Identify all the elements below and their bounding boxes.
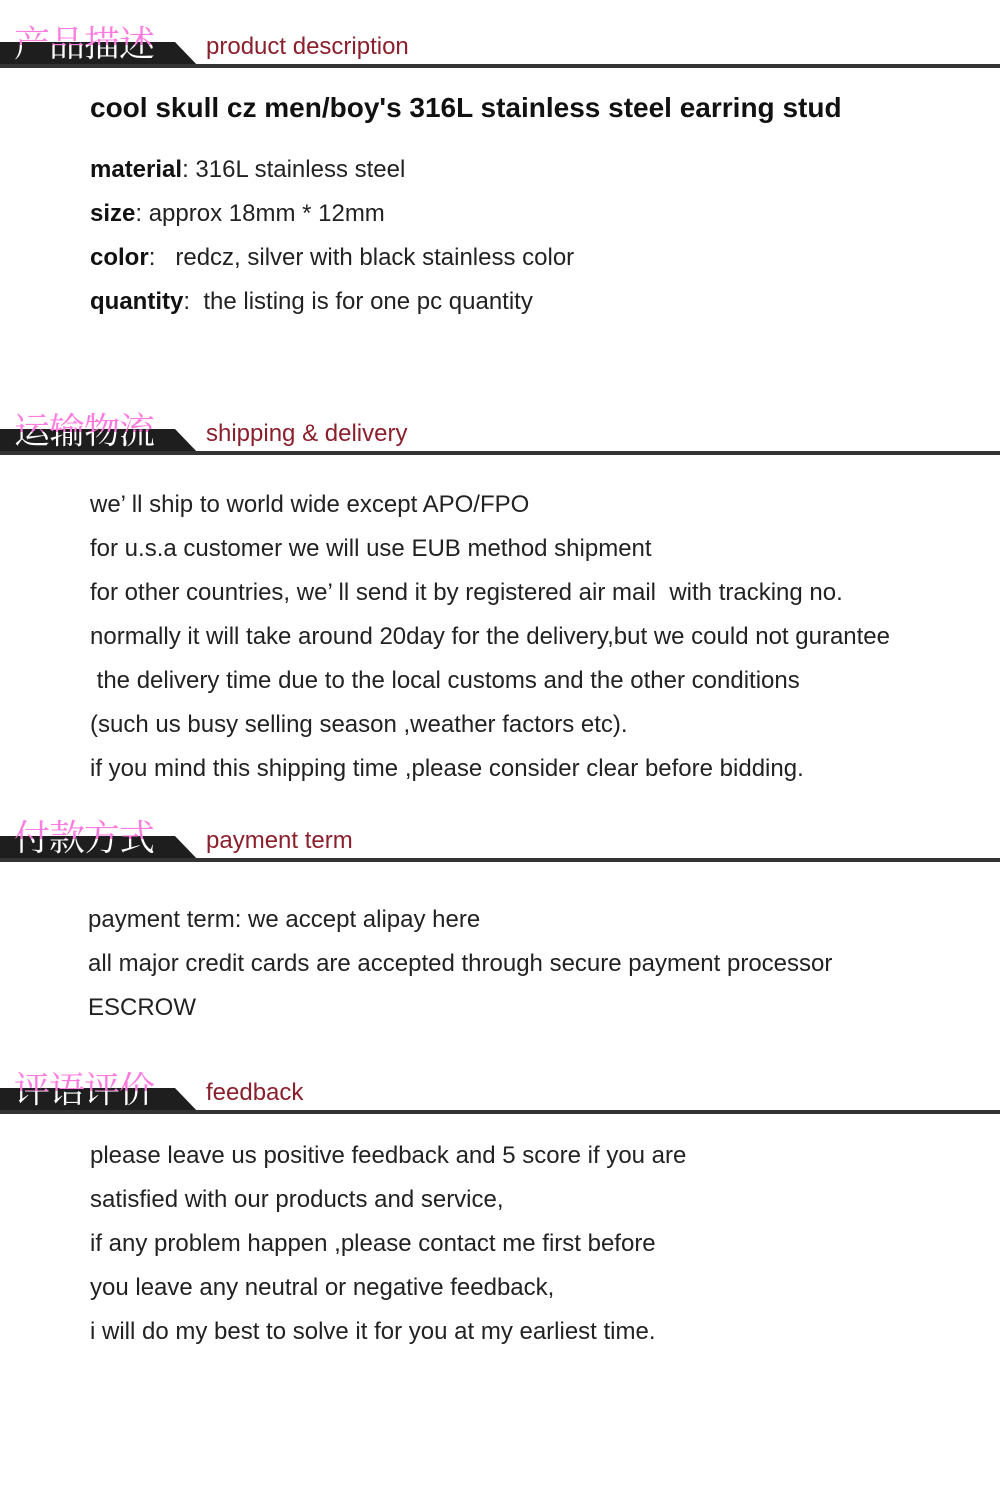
product-specs: [90, 148, 574, 324]
spec-label: material: [90, 156, 183, 183]
spec-row-size: [90, 192, 574, 236]
shipping-line: (such us busy selling season ,weather factors etc).: [90, 711, 628, 738]
spec-label: quantity: [90, 288, 184, 315]
spec-value: : 316L stainless steel: [182, 156, 406, 183]
payment-line: payment term: we accept alipay here: [88, 906, 481, 933]
section-title-en: payment term: [206, 827, 353, 854]
section-header-feedback: [0, 1062, 1000, 1114]
section-title-cn: 付款方式: [14, 816, 154, 862]
spec-label: color: [90, 244, 149, 271]
spec-row-color: [90, 236, 574, 280]
section-title-en: product description: [206, 33, 409, 60]
feedback-line: satisfied with our products and service,: [90, 1186, 504, 1213]
shipping-line: normally it will take around 20day for the delivery,but we could not gurantee: [90, 623, 891, 650]
section-header-payment: [0, 810, 1000, 862]
product-title: cool skull cz men/boy's 316L stainless steel earring stud: [90, 92, 842, 123]
section-title-en: shipping & delivery: [206, 420, 408, 447]
feedback-text: [90, 1134, 686, 1354]
section-header-shipping: [0, 403, 1000, 455]
spec-value: : approx 18mm * 12mm: [135, 200, 385, 227]
section-title-cn: 运输物流: [14, 409, 154, 455]
section-title-cn: 产品描述: [14, 22, 154, 68]
spec-row-material: [90, 148, 574, 192]
feedback-line: if any problem happen ,please contact me first before: [90, 1230, 656, 1257]
shipping-line: for other countries, we’ ll send it by registered air mail with tracking no.: [90, 579, 843, 606]
payment-text: [88, 898, 832, 1030]
shipping-line: the delivery time due to the local customs and the other conditions: [90, 667, 800, 694]
feedback-line: i will do my best to solve it for you at my earliest time.: [90, 1318, 656, 1345]
shipping-line: for u.s.a customer we will use EUB method shipment: [90, 535, 652, 562]
payment-line: ESCROW: [88, 994, 196, 1021]
spec-label: size: [90, 200, 136, 227]
shipping-line: if you mind this shipping time ,please consider clear before bidding.: [90, 755, 804, 782]
shipping-text: [90, 483, 890, 791]
spec-value: : the listing is for one pc quantity: [183, 288, 533, 315]
spec-row-quantity: [90, 280, 574, 324]
spec-value: : redcz, silver with black stainless color: [148, 244, 575, 271]
section-header-product: [0, 16, 1000, 68]
section-title-cn: 评语评价: [14, 1068, 154, 1114]
shipping-line: we’ ll ship to world wide except APO/FPO: [90, 491, 530, 518]
section-title-en: feedback: [206, 1079, 304, 1106]
feedback-line: you leave any neutral or negative feedback,: [90, 1274, 555, 1301]
feedback-line: please leave us positive feedback and 5 score if you are: [90, 1142, 687, 1169]
payment-line: all major credit cards are accepted through secure payment processor: [88, 950, 833, 977]
